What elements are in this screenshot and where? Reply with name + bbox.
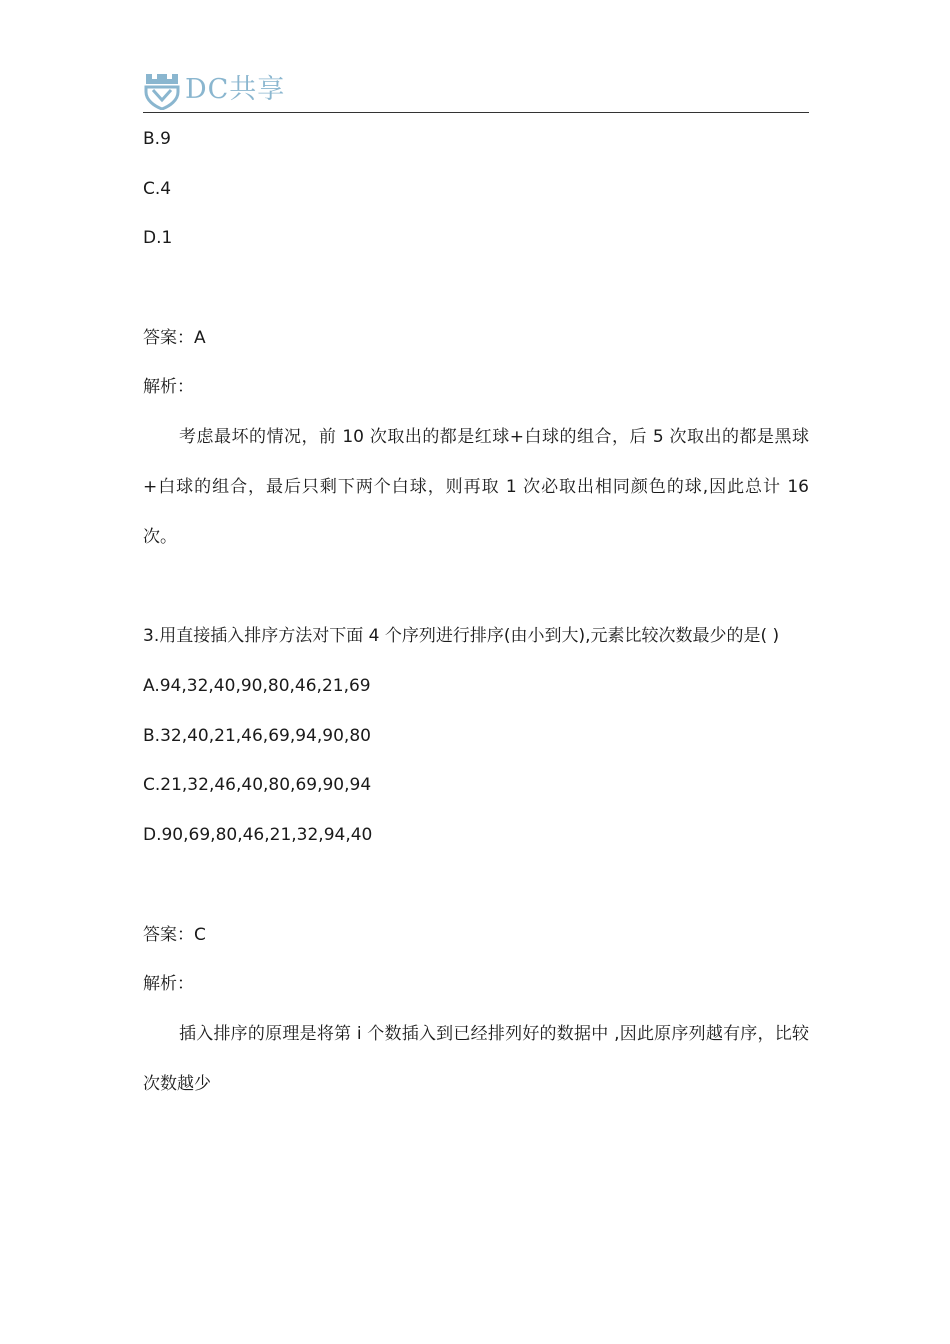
q3-option-b: B.32,40,21,46,69,94,90,80: [143, 725, 371, 746]
q3-option-c: C.21,32,46,40,80,69,90,94: [143, 775, 372, 796]
q2-option-d: D.1: [143, 228, 173, 249]
spacer: [143, 562, 809, 612]
q3-answer: 答案：C: [143, 924, 206, 945]
spacer: [143, 861, 809, 911]
q3-option-a: A.94,32,40,90,80,46,21,69: [143, 676, 371, 697]
q2-option-b: B.9: [143, 129, 171, 149]
logo-text: DC共享: [185, 74, 286, 105]
q3-analysis-label: 解析：: [143, 974, 194, 995]
q2-option-c: C.4: [143, 178, 172, 199]
q3-question: 3.用直接插入排序方法对下面 4 个序列进行排序(由小到大),元素比较次数最少的是( ): [143, 626, 780, 647]
page-header: [143, 66, 809, 114]
q3-option-d: D.90,69,80,46,21,32,94,40: [143, 824, 373, 845]
logo: [143, 70, 285, 110]
q2-analysis-label: 解析：: [143, 377, 194, 398]
q2-analysis-text: 考虑最坏的情况，前 10 次取出的都是红球+白球的组合，后 5 次取出的都是黑球+白球的组合，最后只剩下两个白球，则再取 1 次必取出相同颜色的球,因此总计 16 次。: [143, 426, 809, 547]
document-body: [143, 115, 809, 1109]
spacer: [143, 264, 809, 314]
header-divider: [143, 112, 809, 113]
castle-shield-icon: [143, 70, 181, 110]
q3-analysis-text: 插入排序的原理是将第 i 个数插入到已经排列好的数据中 ,因此原序列越有序，比较次数越少: [143, 1023, 809, 1094]
q2-answer: 答案：A: [143, 327, 206, 348]
